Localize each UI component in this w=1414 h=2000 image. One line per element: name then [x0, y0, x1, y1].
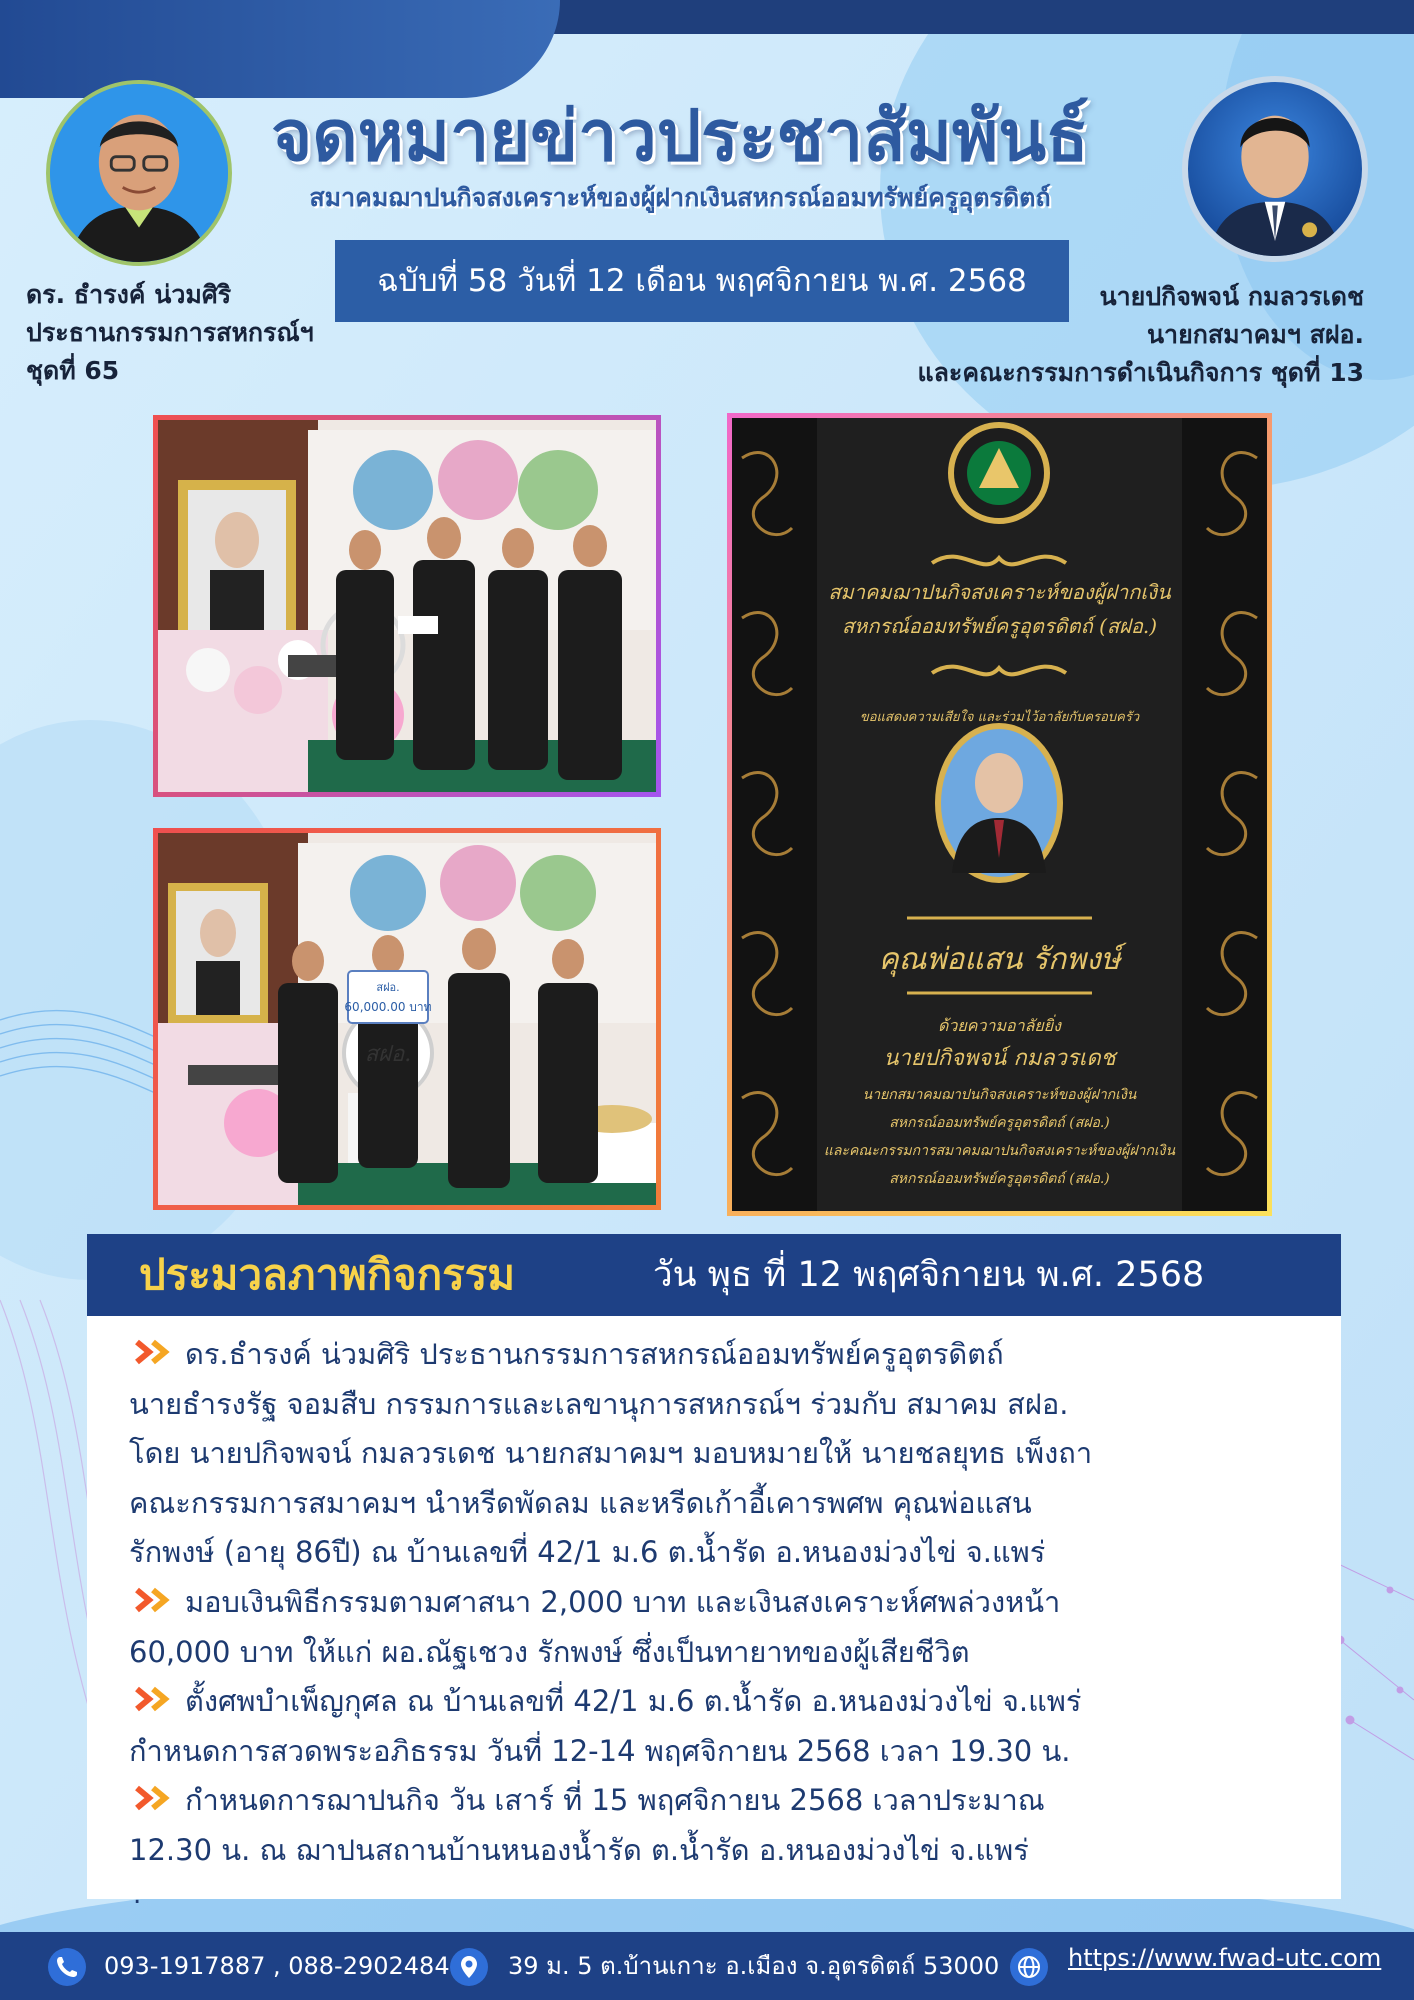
- card-signer-role-3: และคณะกรรมการสมาคมฌาปนกิจสงเคราะห์ของผู้ฝากเงิน: [823, 1143, 1176, 1159]
- phone-icon: [48, 1948, 86, 1986]
- activity-line: ดร.ธำรงค์ น่วมศิริ ประธานกรรมการสหกรณ์ออมทรัพย์ครูอุตรดิตถ์: [133, 1330, 1321, 1380]
- condolence-card: [727, 413, 1272, 1216]
- newsletter-title: จดหมายข่าวประชาสัมพันธ์: [271, 94, 1089, 177]
- president-caption: [917, 278, 1364, 392]
- activity-line: รักพงษ์ (อายุ 86ปี) ณ บ้านเลขที่ 42/1 ม.6 ต.น้ำรัด อ.หนองม่วงไข่ จ.แพร่: [129, 1535, 1046, 1570]
- office-address: 39 ม. 5 ต.บ้านเกาะ อ.เมือง จ.อุตรดิตถ์ 53000: [508, 1952, 1000, 1980]
- website-link[interactable]: https://www.fwad-utc.com: [1068, 1944, 1382, 1972]
- activity-description: [87, 1316, 1341, 1899]
- committee-term: และคณะกรรมการดำเนินกิจการ ชุดที่ 13: [917, 358, 1364, 387]
- activity-line: นายธำรงรัฐ จอมสืบ กรรมการและเลขานุการสหกรณ์ฯ ร่วมกับ สมาคม สฝอ.: [129, 1386, 1069, 1421]
- fan-wreath-label: สฝอ.: [364, 1042, 412, 1067]
- card-signer-role-4: สหกรณ์ออมทรัพย์ครูอุตรดิตถ์ (สฝอ.): [889, 1171, 1110, 1187]
- activity-line: ตั้งศพบำเพ็ญกุศล ณ บ้านเลขที่ 42/1 ม.6 ต.น้ำรัด อ.หนองม่วงไข่ จ.แพร่: [133, 1677, 1321, 1727]
- double-chevron-right-icon: [133, 1784, 179, 1812]
- activity-line: 60,000 บาท ให้แก่ ผอ.ณัฐเชวง รักพงษ์ ซึ่งเป็นทายาทของผู้เสียชีวิต: [129, 1634, 970, 1669]
- activity-title: ประมวลภาพกิจกรรม: [139, 1250, 516, 1299]
- card-signer-name: นายปกิจพจน์ กมลวรเดช: [883, 1046, 1116, 1071]
- president-role: นายกสมาคมฯ สฝอ.: [1146, 320, 1364, 349]
- footer: [0, 1932, 1414, 2000]
- association-name: สมาคมฌาปนกิจสงเคราะห์ของผู้ฝากเงินสหกรณ์ออมทรัพย์ครูอุตรดิตถ์: [309, 183, 1051, 212]
- chairman-term: ชุดที่ 65: [26, 356, 120, 385]
- card-sorrow-text: ด้วยความอาลัยยิ่ง: [938, 1016, 1061, 1035]
- activity-line: กำหนดการฌาปนกิจ วัน เสาร์ ที่ 15 พฤศจิกายน 2568 เวลาประมาณ: [133, 1776, 1321, 1826]
- activity-line: คณะกรรมการสมาคมฯ นำหรีดพัดลม และหรีดเก้าอี้เคารพศพ คุณพ่อแสน: [129, 1485, 1032, 1520]
- card-signer-role-1: นายกสมาคมฌาปนกิจสงเคราะห์ของผู้ฝากเงิน: [862, 1087, 1137, 1103]
- double-chevron-right-icon: [133, 1685, 179, 1713]
- chairman-name: ดร. ธำรงค์ น่วมศิริ: [26, 280, 232, 309]
- double-chevron-right-icon: [133, 1586, 179, 1614]
- card-signer-role-2: สหกรณ์ออมทรัพย์ครูอุตรดิตถ์ (สฝอ.): [889, 1115, 1110, 1131]
- event-photo-2: [153, 828, 661, 1210]
- cheque-label: สฝอ.: [376, 981, 400, 994]
- president-name: นายปกิจพจน์ กมลวรเดช: [1099, 282, 1364, 311]
- globe-icon: [1010, 1948, 1048, 1986]
- chairman-caption: [26, 276, 314, 390]
- activity-header: [87, 1234, 1341, 1316]
- activity-line: กำหนดการสวดพระอภิธรรม วันที่ 12-14 พฤศจิกายน 2568 เวลา 19.30 น.: [129, 1733, 1071, 1768]
- double-chevron-right-icon: [133, 1338, 179, 1366]
- activity-line: โดย นายปกิจพจน์ กมลวรเดช นายกสมาคมฯ มอบหมายให้ นายชลยุทธ เพ็งถา: [129, 1436, 1093, 1471]
- cheque-amount: 60,000.00 บาท: [344, 1000, 432, 1014]
- activity-date: วัน พุธ ที่ 12 พฤศจิกายน พ.ศ. 2568: [653, 1255, 1205, 1295]
- activity-line: 12.30 น. ณ ฌาปนสถานบ้านหนองน้ำรัด ต.น้ำรัด อ.หนองม่วงไข่ จ.แพร่: [129, 1832, 1029, 1867]
- issue-info: ฉบับที่ 58 วันที่ 12 เดือน พฤศจิกายน พ.ศ. 2568: [335, 240, 1069, 322]
- president-portrait: [1182, 76, 1368, 262]
- event-photo-1: [153, 415, 661, 797]
- card-org-line-1: สมาคมฌาปนกิจสงเคราะห์ของผู้ฝากเงิน: [828, 580, 1171, 604]
- phone-numbers: 093-1917887 , 088-2902484: [104, 1952, 450, 1980]
- chairman-role: ประธานกรรมการสหกรณ์ฯ: [26, 318, 314, 347]
- activity-line: มอบเงินพิธีกรรมตามศาสนา 2,000 บาท และเงินสงเคราะห์ศพล่วงหน้า: [133, 1578, 1321, 1628]
- trailing-dot: .: [133, 1880, 142, 1910]
- location-pin-icon: [450, 1948, 488, 1986]
- card-condolence-message: ขอแสดงความเสียใจ และร่วมไว้อาลัยกับครอบครัว: [859, 710, 1140, 725]
- deceased-name: คุณพ่อแสน รักพงษ์: [878, 942, 1121, 977]
- card-org-line-2: สหกรณ์ออมทรัพย์ครูอุตรดิตถ์ (สฝอ.): [841, 614, 1158, 638]
